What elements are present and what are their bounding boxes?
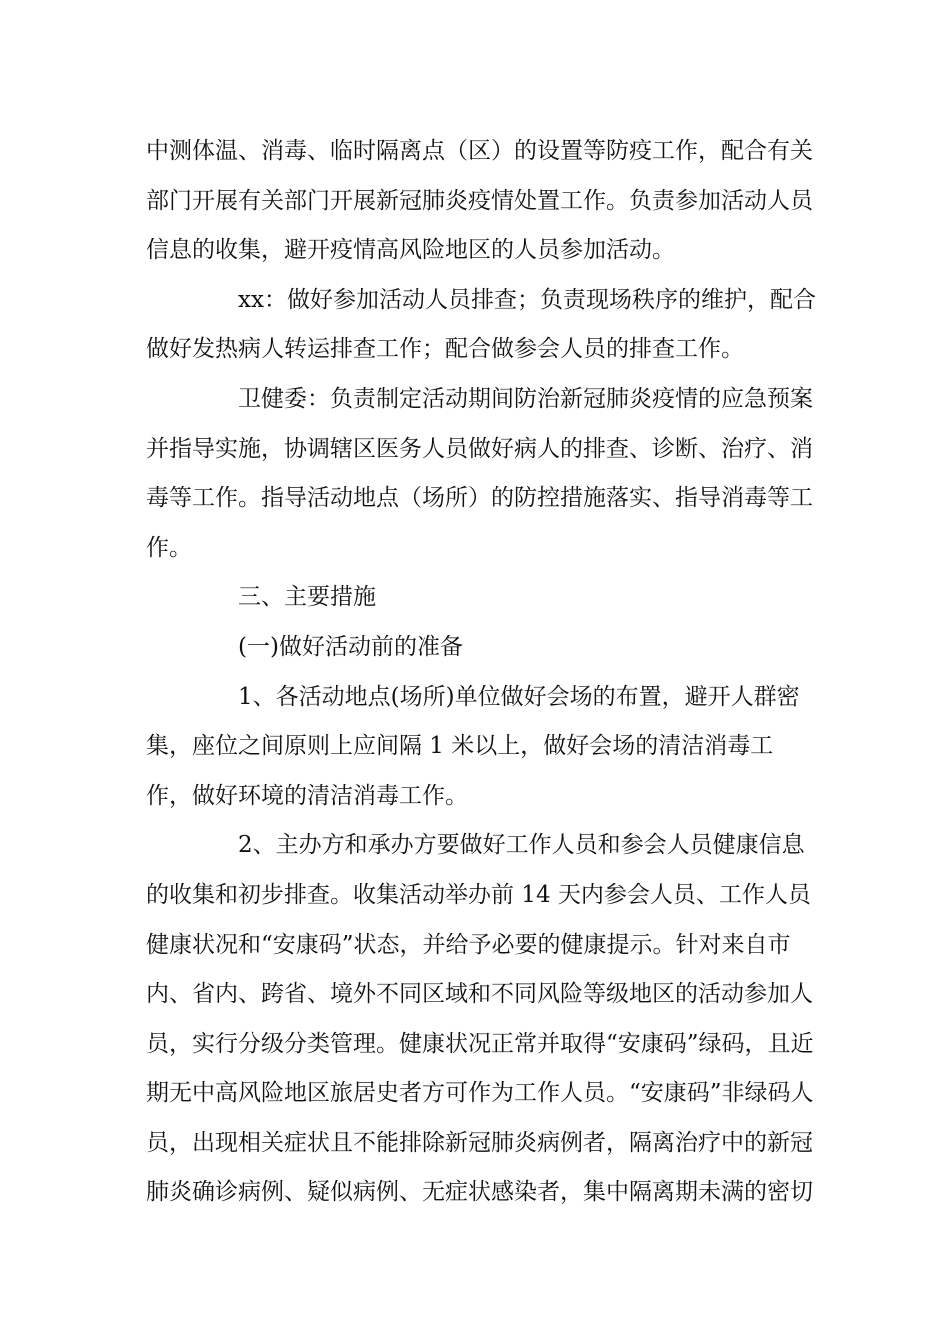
subsection-heading: (一)做好活动前的准备 [238, 633, 463, 660]
paragraph-item-2: 2、主办方和承办方要做好工作人员和参会人员健康信息的收集和初步排查。收集活动举办前 14 天内参会人员、工作人员健康状况和“安康码”状态，并给予必要的健康提示。针对来自市内、省内、跨省、境外不同区域和不同风险等级地区的活动参加人员，实行分级分类管理。健康状况正常并取得“安康码”绿码，且近期无中高风险地区旅居史者方可作为工作人员。“安康码”非绿码人员，出现相关症状且不能排除新冠肺炎病例者，隔离治疗中的新冠肺炎确诊病例、疑似病例、无症状感染者，集中隔离期未满的密切 [146, 832, 814, 1206]
document-page [146, 127, 818, 1218]
paragraph-2: xx：做好参加活动人员排查；负责现场秩序的维护，配合做好发热病人转运排查工作；配合做参会人员的排查工作。 [146, 286, 816, 363]
section-heading: 三、主要措施 [238, 584, 376, 611]
paragraph-3: 卫健委：负责制定活动期间防治新冠肺炎疫情的应急预案并指导实施，协调辖区医务人员做好病人的排查、诊断、治疗、消毒等工作。指导活动地点（场所）的防控措施落实、指导消毒等工作。 [146, 385, 813, 561]
paragraph-1: 中测体温、消毒、临时隔离点（区）的设置等防疫工作，配合有关部门开展有关部门开展新冠肺炎疫情处置工作。负责参加活动人员信息的收集，避开疫情高风险地区的人员参加活动。 [146, 138, 813, 264]
paragraph-item-1: 1、各活动地点(场所)单位做好会场的布置，避开人群密集，座位之间原则上应间隔 1 米以上，做好会场的清洁消毒工作，做好环境的清洁消毒工作。 [146, 683, 800, 809]
